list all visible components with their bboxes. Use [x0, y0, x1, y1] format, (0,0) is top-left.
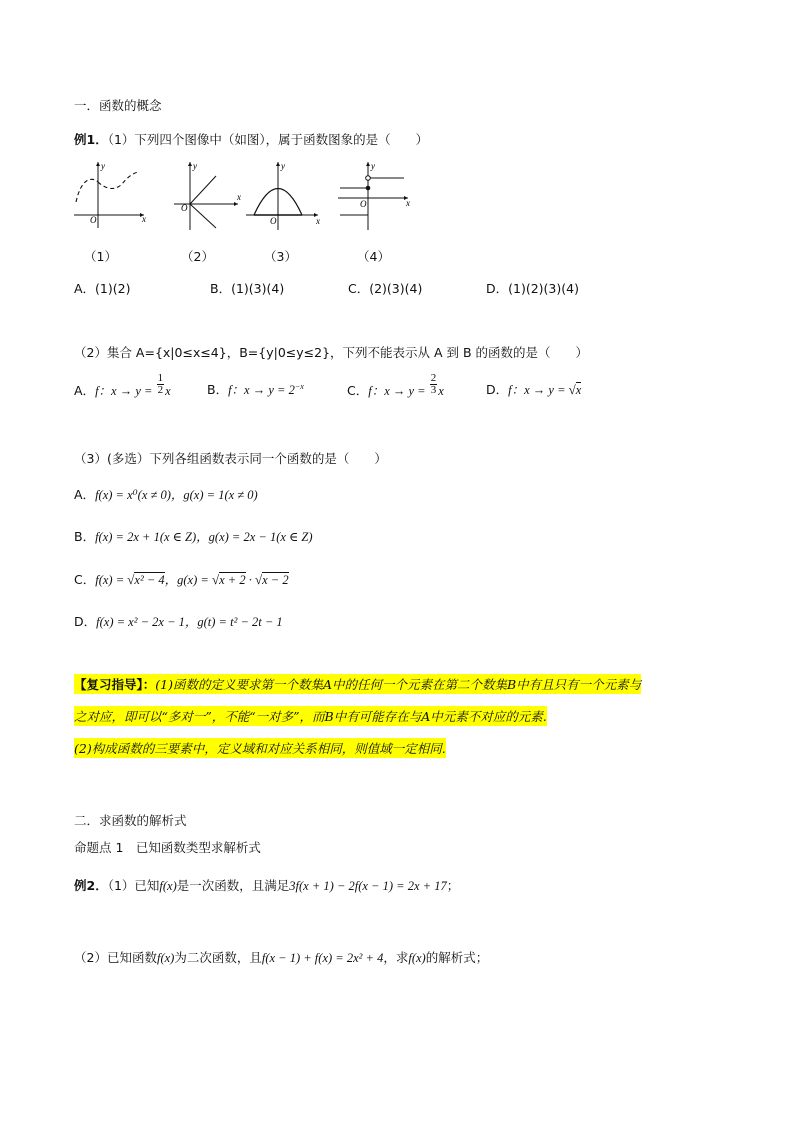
option-tail: x — [438, 384, 444, 398]
graph-3-axis-x: x — [316, 216, 320, 226]
equation: 3f(x + 1) − 2f(x − 1) = 2x + 17 — [289, 879, 447, 893]
question-text: 的解析式； — [425, 950, 489, 965]
option-expr: f(x) = x⁰(x ≠ 0)，g(x) = 1(x ≠ 0) — [95, 488, 258, 502]
sqrt-radicand: x − 2 — [262, 573, 289, 587]
option-expr: f(x) = x² − 2x − 1，g(t) = t² − 2t − 1 — [96, 615, 283, 629]
option-expr: f：x → y = — [508, 383, 569, 397]
function-graphs — [66, 160, 426, 232]
graph-3 — [246, 161, 320, 230]
option-exponent: −x — [294, 381, 304, 391]
option-prefix: C． — [347, 383, 369, 398]
graph-label-1: （1） — [84, 249, 117, 264]
graph-1 — [74, 161, 146, 228]
example-label: 例1． — [74, 132, 108, 147]
review-guidance-line-3: (2)构成函数的三要素中，定义域和对应关系相同，则值域一定相同. — [74, 738, 446, 758]
graph-label-3: （3） — [264, 249, 297, 264]
option-tail: x — [165, 384, 171, 398]
sqrt-sign-icon: √ — [211, 572, 220, 587]
option-expr: ，g(x) = — [164, 573, 212, 587]
question-text: （1）下列四个图像中（如图），属于函数图象的是（ ） — [107, 132, 429, 147]
option-prefix: A． — [74, 383, 96, 398]
dot-operator: · — [245, 573, 255, 587]
sqrt-sign-icon: √ — [127, 572, 135, 587]
graph-4-axis-y: y — [371, 161, 375, 171]
question-text: 为二次函数，且 — [174, 950, 262, 965]
section-heading-2: 二．求函数的解析式 — [74, 813, 187, 828]
example-2-question-2 — [74, 948, 488, 966]
graph-3-origin: O — [270, 216, 277, 226]
option-expr: f(x) = — [95, 573, 128, 587]
q2-option-d[interactable] — [486, 380, 581, 398]
option-expr: f：x → y = — [95, 384, 156, 398]
q2-option-c[interactable] — [347, 373, 444, 403]
review-guidance-line-2: 之对应，即可以“多对一”，不能“一对多”，而B中有可能存在与A中元素不对应的元素. — [74, 706, 547, 726]
graph-1-origin: O — [90, 215, 97, 225]
sqrt-radicand: x² − 4 — [134, 573, 165, 587]
section-heading-1: 一．函数的概念 — [74, 98, 162, 113]
example-2-question-1 — [74, 876, 459, 894]
q3-option-c[interactable] — [74, 570, 289, 588]
q1-option-b[interactable]: B．(1)(3)(4) — [210, 281, 285, 296]
q2-option-a[interactable] — [74, 373, 171, 403]
graph-2-axis-y: y — [193, 161, 197, 171]
graph-4-axis-x: x — [406, 198, 410, 208]
option-prefix: A． — [74, 487, 96, 502]
graph-2-origin: O — [181, 203, 188, 213]
equation: f(x − 1) + f(x) = 2x² + 4 — [261, 951, 384, 965]
graph-3-axis-y: y — [281, 161, 285, 171]
sqrt-radicand: x — [575, 383, 582, 397]
example-1-question-1 — [74, 130, 428, 148]
q2-option-b[interactable] — [207, 380, 304, 398]
q1-option-c[interactable]: C．(2)(3)(4) — [348, 281, 423, 296]
graph-2 — [174, 161, 241, 230]
fraction-denominator: 2 — [157, 384, 164, 396]
graph-2-axis-x: x — [237, 192, 241, 202]
sqrt-sign-icon: √ — [254, 572, 263, 587]
function-symbol: f(x) — [159, 879, 177, 893]
review-text: (1)函数的定义要求第一个数集A中的任何一个元素在第二个数集B中有且只有一个元素与 — [155, 677, 642, 692]
question-text: 是一次函数，且满足 — [176, 878, 290, 893]
option-expr: f(x) = 2x + 1(x ∈ Z)，g(x) = 2x − 1(x ∈ Z) — [95, 530, 313, 544]
option-prefix: C． — [74, 572, 96, 587]
graph-1-axis-y: y — [101, 161, 105, 171]
option-prefix: B． — [74, 529, 96, 544]
q3-option-a[interactable] — [74, 485, 258, 503]
function-symbol: f(x) — [156, 951, 175, 965]
example-1-question-3: （3）(多选）下列各组函数表示同一个函数的是（ ） — [74, 451, 387, 466]
graph-1-axis-x: x — [142, 214, 146, 224]
review-guidance-line-1 — [74, 674, 641, 694]
graph-4-origin: O — [360, 199, 367, 209]
graph-label-4: （4） — [357, 249, 390, 264]
q3-option-d[interactable] — [74, 612, 283, 630]
question-text: ，求 — [383, 950, 409, 965]
sqrt-radicand: x + 2 — [219, 573, 246, 587]
proposition-subheading: 命题点 1 已知函数类型求解析式 — [74, 840, 261, 855]
fraction-numerator: 2 — [430, 372, 437, 384]
example-1-question-2: （2）集合 A={x|0≤x≤4}，B={y|0≤y≤2}，下列不能表示从 A 到 B 的函数的是（ ） — [74, 345, 589, 360]
fraction — [157, 373, 165, 396]
option-expr: f：x → y = — [368, 384, 429, 398]
fraction-numerator: 1 — [157, 372, 164, 384]
option-expr: f：x → y = 2 — [228, 383, 295, 397]
option-prefix: D． — [74, 614, 97, 629]
sqrt-sign-icon: √ — [568, 382, 576, 397]
question-text: ； — [446, 878, 460, 893]
graph-4 — [338, 161, 410, 230]
option-prefix: D． — [486, 382, 509, 397]
q3-option-b[interactable] — [74, 527, 313, 545]
review-tag: 【复习指导】： — [74, 677, 156, 692]
question-text: （1）已知 — [107, 878, 160, 893]
option-prefix: B． — [207, 382, 229, 397]
graph-label-2: （2） — [181, 249, 214, 264]
q1-option-a[interactable]: A．(1)(2) — [74, 281, 131, 296]
example-label: 例2． — [74, 878, 108, 893]
fraction — [430, 373, 438, 396]
q1-option-d[interactable]: D．(1)(2)(3)(4) — [486, 281, 579, 296]
question-text: （2）已知函数 — [74, 950, 157, 965]
function-symbol: f(x) — [408, 951, 426, 965]
fraction-denominator: 3 — [430, 384, 437, 396]
